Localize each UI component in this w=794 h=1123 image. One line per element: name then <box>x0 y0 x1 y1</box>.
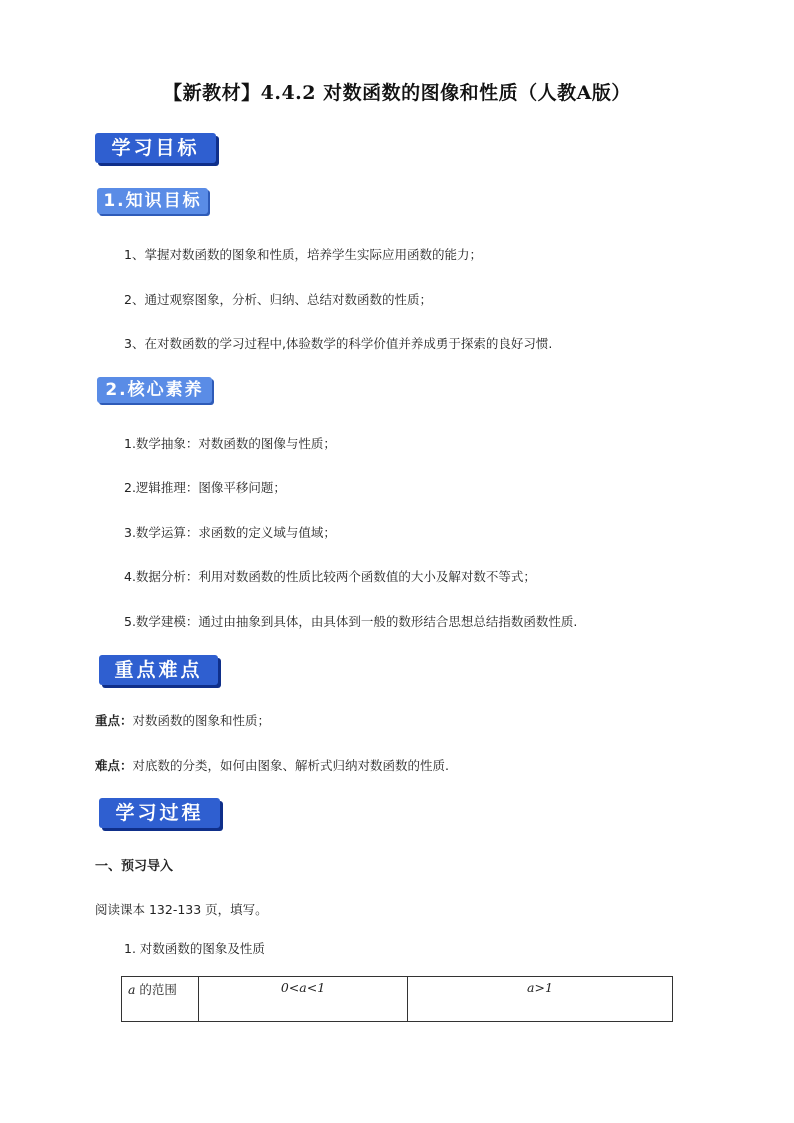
table-header-range: a 的范围 <box>122 977 199 1022</box>
core-item: 4.数据分析：利用对数函数的性质比较两个函数值的大小及解对数不等式； <box>124 569 536 584</box>
preview-heading: 一、预习导入 <box>95 859 174 874</box>
table-header-col1: 0<a<1 <box>199 977 408 1022</box>
core-item: 1.数学抽象：对数函数的图像与性质； <box>124 436 336 451</box>
section-process-badge: 学习过程 <box>99 798 220 828</box>
section-core-badge: 2.核心素养 <box>97 377 212 403</box>
key-point-label: 重点： <box>95 713 133 728</box>
knowledge-item: 3、在对数函数的学习过程中,体验数学的科学价值并养成勇于探索的良好习惯. <box>124 336 553 351</box>
key-point-text: 对数函数的图象和性质； <box>132 713 271 728</box>
core-item: 2.逻辑推理：图像平移问题； <box>124 480 286 495</box>
section-key-badge: 重点难点 <box>99 655 218 685</box>
knowledge-item: 2、通过观察图象，分析、归纳、总结对数函数的性质； <box>124 292 432 307</box>
key-point <box>95 711 270 729</box>
table-header-col2: a>1 <box>408 977 673 1022</box>
section-knowledge-badge: 1.知识目标 <box>97 188 208 214</box>
page-title: 【新教材】4.4.2 对数函数的图像和性质（人教A版） <box>163 82 631 104</box>
core-item: 5.数学建模：通过由抽象到具体，由具体到一般的数形结合思想总结指数函数性质. <box>124 614 578 629</box>
preview-subheading: 1. 对数函数的图象及性质 <box>124 941 265 956</box>
log-properties-table <box>121 976 673 1022</box>
difficulty <box>95 756 449 774</box>
difficulty-label: 难点： <box>95 758 133 773</box>
section-goals-badge: 学习目标 <box>95 133 216 163</box>
knowledge-item: 1、掌握对数函数的图象和性质，培养学生实际应用函数的能力； <box>124 247 482 262</box>
preview-intro: 阅读课本 132-133 页，填写。 <box>95 902 268 917</box>
table-row <box>122 977 673 1022</box>
difficulty-text: 对底数的分类，如何由图象、解析式归纳对数函数的性质. <box>132 758 449 773</box>
core-item: 3.数学运算：求函数的定义域与值域； <box>124 525 336 540</box>
